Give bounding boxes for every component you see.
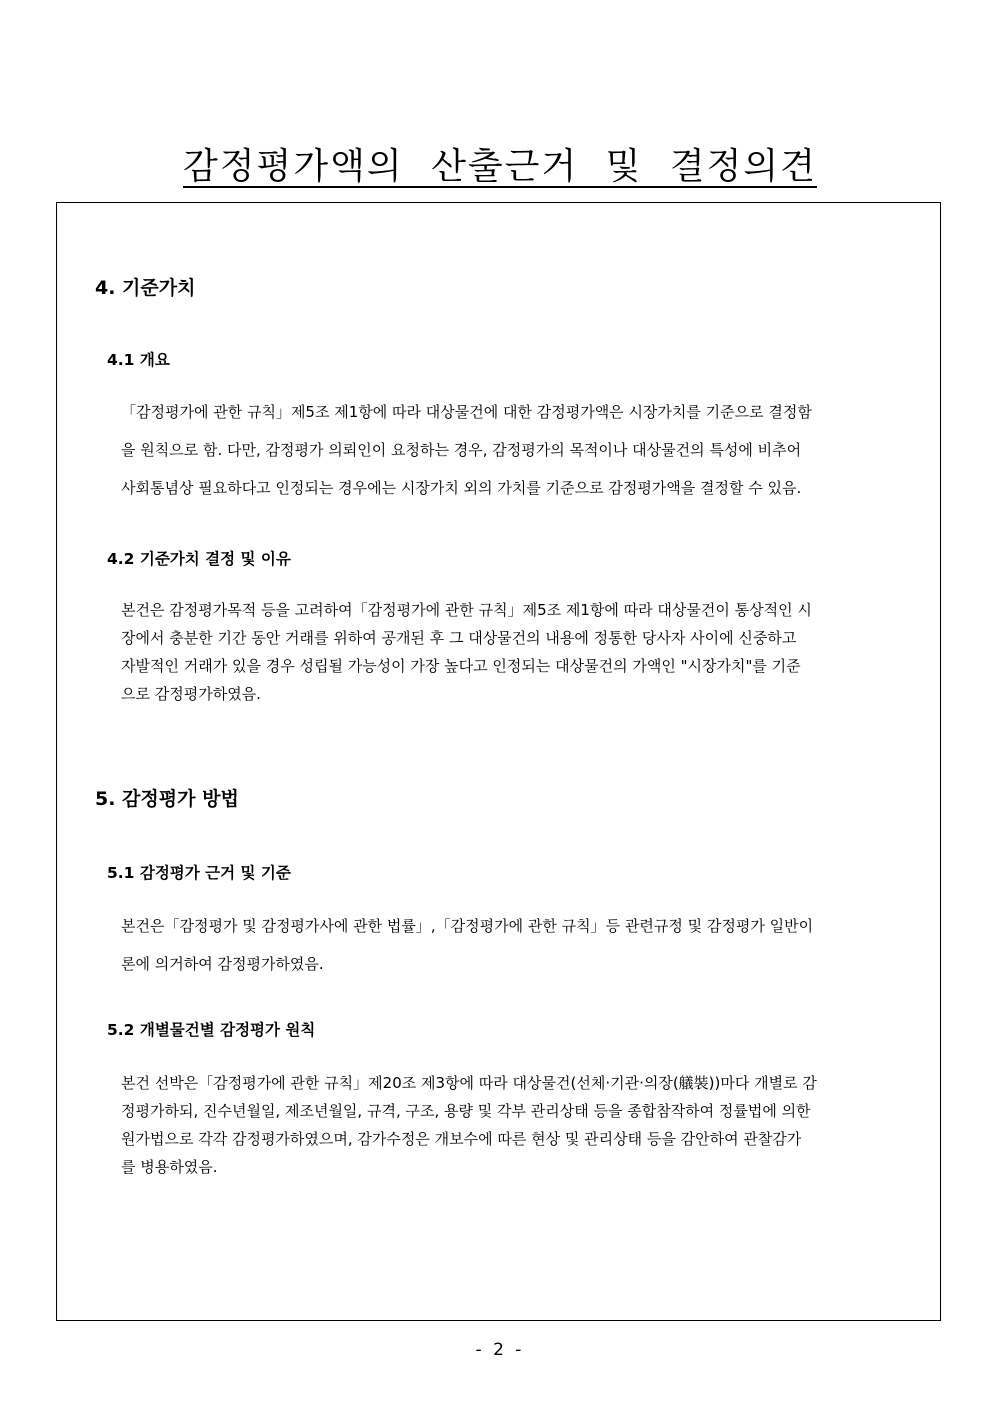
paragraph-overview xyxy=(121,393,921,507)
paragraph-line: 을 원칙으로 함. 다만, 감정평가 의뢰인이 요청하는 경우, 감정평가의 목적이나 대상물건의 특성에 비추어 xyxy=(121,441,802,459)
paragraph-line: 론에 의거하여 감정평가하였음. xyxy=(121,955,324,973)
paragraph-line: 사회통념상 필요하다고 인정되는 경우에는 시장가치 외의 가치를 기준으로 감정평가액을 결정할 수 있음. xyxy=(121,479,802,497)
paragraph-line: 본건 선박은「감정평가에 관한 규칙」제20조 제3항에 따라 대상물건(선체·기관·의장(艤裝))마다 개별로 감 xyxy=(121,1074,817,1092)
section-heading-standard-value: 4. 기준가치 xyxy=(95,277,196,299)
content-box xyxy=(56,202,941,1321)
paragraph-line: 를 병용하였음. xyxy=(121,1158,218,1176)
section-heading-appraisal-method: 5. 감정평가 방법 xyxy=(95,788,239,810)
subsection-heading-basis-criteria: 5.1 감정평가 근거 및 기준 xyxy=(107,864,291,882)
subsection-heading-overview: 4.1 개요 xyxy=(107,351,170,369)
subsection-heading-individual-principle: 5.2 개별물건별 감정평가 원칙 xyxy=(107,1021,316,1039)
paragraph-individual-principle xyxy=(121,1069,921,1181)
paragraph-value-decision xyxy=(121,596,921,708)
paragraph-line: 으로 감정평가하였음. xyxy=(121,685,261,703)
paragraph-line: 장에서 충분한 기간 동안 거래를 위하여 공개된 후 그 대상물건의 내용에 정통한 당사자 사이에 신중하고 xyxy=(121,629,797,647)
paragraph-line: 본건은「감정평가 및 감정평가사에 관한 법률」,「감정평가에 관한 규칙」등 관련규정 및 감정평가 일반이 xyxy=(121,917,814,935)
paragraph-line: 「감정평가에 관한 규칙」제5조 제1항에 따라 대상물건에 대한 감정평가액은 시장가치를 기준으로 결정함 xyxy=(121,403,812,421)
paragraph-basis-criteria xyxy=(121,907,921,983)
paragraph-line: 정평가하되, 진수년월일, 제조년월일, 규격, 구조, 용량 및 각부 관리상태 등을 종합참작하여 정률법에 의한 xyxy=(121,1102,811,1120)
paragraph-line: 본건은 감정평가목적 등을 고려하여「감정평가에 관한 규칙」제5조 제1항에 따라 대상물건이 통상적인 시 xyxy=(121,601,812,619)
page-number: - 2 - xyxy=(475,1340,525,1360)
paragraph-line: 자발적인 거래가 있을 경우 성립될 가능성이 가장 높다고 인정되는 대상물건의 가액인 "시장가치"를 기준 xyxy=(121,657,801,675)
document-title: 감정평가액의 산출근거 및 결정의견 xyxy=(183,146,817,187)
subsection-heading-value-decision: 4.2 기준가치 결정 및 이유 xyxy=(107,550,291,568)
paragraph-line: 원가법으로 각각 감정평가하였으며, 감가수정은 개보수에 따른 현상 및 관리상태 등을 감안하여 관찰감가 xyxy=(121,1130,802,1148)
